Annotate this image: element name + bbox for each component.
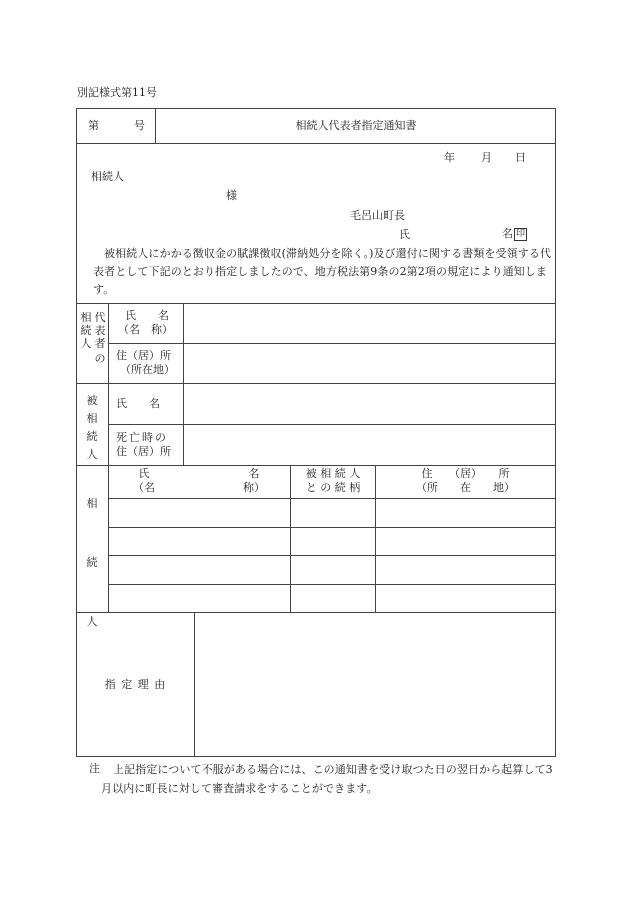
note-text: 上記指定について不服がある場合には、この通知書を受け取つた日の翌日から起算して3月以内に町長に対して審査請求をすることができます。 — [101, 763, 553, 795]
header-bottom — [76, 143, 556, 144]
deceased-address-label-main: 死亡時の — [116, 431, 168, 444]
border-top — [76, 108, 556, 109]
rep-name-label-main: 氏 名 — [125, 309, 169, 322]
heirs-col-address: 住 （居） 所 — [421, 467, 510, 480]
heir-row-4-name-cell[interactable] — [109, 585, 290, 612]
rep-address-label — [116, 349, 175, 378]
date-month: 月 — [481, 151, 492, 164]
form-number: 別記様式第11号 — [77, 86, 157, 99]
seal-mark: 印 — [515, 228, 525, 239]
heirs-col-address-sub: （所 在 地） — [416, 481, 515, 495]
heir-row-1-name-cell[interactable] — [109, 499, 290, 527]
rep-name-label-sub: （名 称） — [118, 323, 173, 337]
body-bottom — [76, 303, 556, 304]
addressee-honorific: 様 — [226, 189, 237, 202]
deceased-name-label: 氏 名 — [116, 397, 160, 410]
issuer-title: 毛呂山町長 — [350, 209, 405, 222]
rep-side-col2-tail: の — [94, 352, 106, 365]
date-day: 日 — [515, 151, 526, 164]
note-label: 注 — [89, 762, 100, 775]
deceased-bottom — [76, 465, 556, 466]
document-title: 相続人代表者指定通知書 — [295, 119, 417, 132]
border-right — [555, 108, 556, 757]
issuer-name-block — [502, 227, 527, 241]
number-suffix: 号 — [134, 119, 145, 132]
rep-name-label — [118, 309, 176, 338]
heirs-col-name: 氏 名 — [138, 467, 260, 480]
border-bottom — [76, 756, 556, 757]
rep-side-col2: 代表者 — [94, 311, 106, 350]
deceased-side-label: 被相続人 — [86, 394, 98, 461]
heirs-side-label: 相続人 — [86, 497, 98, 628]
rep-address-label-sub: （所在地） — [120, 363, 175, 377]
issuer-name-label-1: 氏 — [399, 228, 410, 241]
deceased-address-label — [116, 431, 171, 460]
label-column-divider — [183, 303, 184, 465]
reason-field[interactable] — [195, 613, 555, 756]
number-label: 第 — [88, 119, 99, 132]
heirs-col-address-header — [376, 467, 555, 496]
rep-address-label-main: 住（居）所 — [116, 349, 171, 362]
heirs-col-relation-sub: と の 続 柄 — [305, 481, 361, 495]
deceased-address-label-sub: 住（居）所 — [116, 445, 171, 459]
heirs-col-name-header — [108, 467, 290, 496]
rep-bottom — [76, 383, 556, 384]
date-year: 年 — [444, 151, 455, 164]
heir-row-3-name-cell[interactable] — [109, 556, 290, 584]
heir-row-2-name-cell[interactable] — [109, 528, 290, 555]
border-left — [76, 108, 77, 757]
rep-mid-line — [108, 343, 556, 344]
heirs-col-name-sub: （名 称） — [133, 481, 265, 495]
rep-side-col1: 相続人 — [80, 311, 92, 350]
addressee-label: 相続人 — [91, 170, 124, 183]
body-paragraph: 被相続人にかかる徴収金の賦課徴収(滞納処分を除く。)及び還付に関する書類を受領する代表者として下記のとおり指定しましたので、地方税法第9条の2第2項の規定により通知します。 — [93, 247, 552, 296]
deceased-mid-line — [108, 424, 556, 425]
heirs-col-relation-header — [291, 467, 375, 496]
reason-label: 指 定 理 由 — [104, 678, 167, 691]
issuer-name-label-2: 名 — [502, 227, 513, 240]
heirs-col-relation: 被 相 続 人 — [305, 467, 361, 480]
